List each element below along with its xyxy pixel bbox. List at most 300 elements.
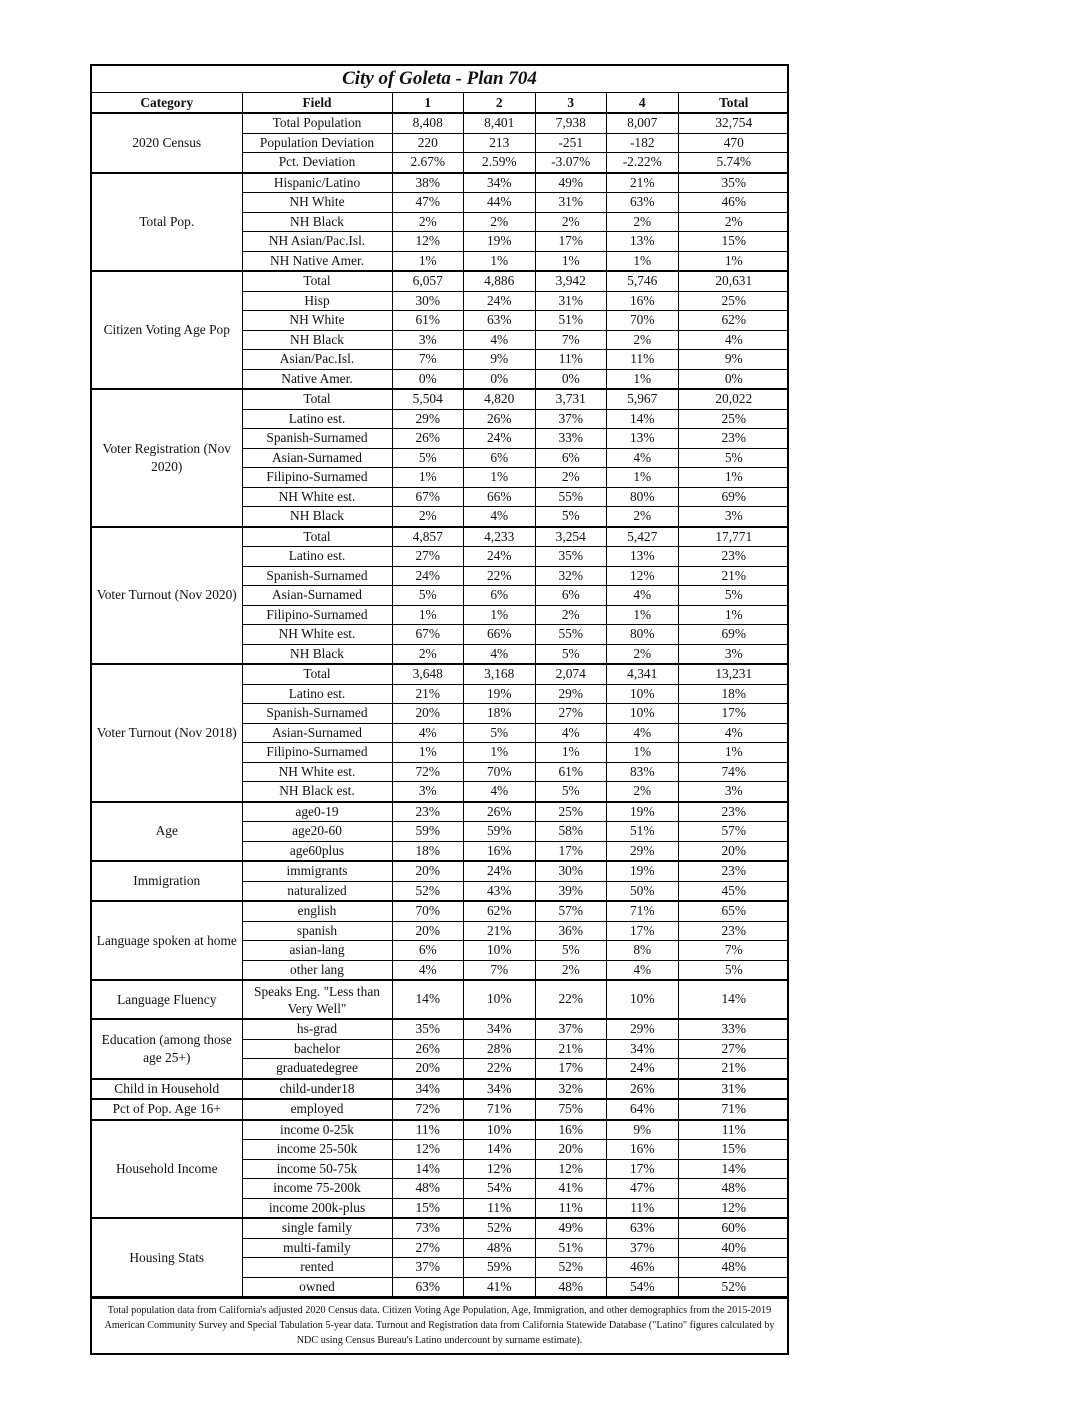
value-cell-total: 33% bbox=[678, 1019, 789, 1039]
value-cell-district-4: 10% bbox=[607, 684, 679, 704]
value-cell-district-1: 15% bbox=[392, 1198, 464, 1218]
field-cell: Latino est. bbox=[242, 684, 392, 704]
table-row bbox=[92, 664, 789, 684]
value-cell-district-3: 51% bbox=[535, 1238, 607, 1258]
field-cell: hs-grad bbox=[242, 1019, 392, 1039]
value-cell-total: 71% bbox=[678, 1099, 789, 1120]
value-cell-district-1: 3,648 bbox=[392, 664, 464, 684]
field-cell: single family bbox=[242, 1218, 392, 1238]
row-group bbox=[92, 173, 789, 272]
value-cell-district-1: 3% bbox=[392, 330, 464, 350]
value-cell-district-1: 20% bbox=[392, 704, 464, 724]
value-cell-district-1: 4,857 bbox=[392, 527, 464, 547]
value-cell-district-3: 7% bbox=[535, 330, 607, 350]
value-cell-district-4: 10% bbox=[607, 980, 679, 1019]
table-title: City of Goleta - Plan 704 bbox=[92, 66, 787, 93]
field-cell: Latino est. bbox=[242, 547, 392, 567]
value-cell-district-2: 24% bbox=[464, 547, 536, 567]
value-cell-district-1: 20% bbox=[392, 861, 464, 881]
value-cell-district-2: 48% bbox=[464, 1238, 536, 1258]
value-cell-district-3: 31% bbox=[535, 291, 607, 311]
category-cell: Language spoken at home bbox=[92, 901, 242, 980]
value-cell-district-2: 26% bbox=[464, 802, 536, 822]
value-cell-district-1: 47% bbox=[392, 193, 464, 213]
value-cell-district-4: 2% bbox=[607, 782, 679, 802]
value-cell-total: 15% bbox=[678, 1140, 789, 1160]
value-cell-total: 2% bbox=[678, 212, 789, 232]
value-cell-total: 25% bbox=[678, 409, 789, 429]
value-cell-total: 69% bbox=[678, 625, 789, 645]
table-row bbox=[92, 1099, 789, 1120]
value-cell-district-3: 49% bbox=[535, 1218, 607, 1238]
value-cell-total: 21% bbox=[678, 1059, 789, 1079]
value-cell-total: 46% bbox=[678, 193, 789, 213]
value-cell-district-2: 1% bbox=[464, 251, 536, 271]
value-cell-district-3: 27% bbox=[535, 704, 607, 724]
value-cell-district-4: 10% bbox=[607, 704, 679, 724]
category-cell: 2020 Census bbox=[92, 113, 242, 173]
value-cell-district-4: 24% bbox=[607, 1059, 679, 1079]
value-cell-total: 52% bbox=[678, 1277, 789, 1297]
value-cell-district-1: 2% bbox=[392, 644, 464, 664]
value-cell-district-3: 51% bbox=[535, 311, 607, 331]
field-cell: immigrants bbox=[242, 861, 392, 881]
value-cell-district-1: 5,504 bbox=[392, 389, 464, 409]
value-cell-district-4: 63% bbox=[607, 193, 679, 213]
value-cell-district-2: 4% bbox=[464, 330, 536, 350]
value-cell-district-1: 20% bbox=[392, 921, 464, 941]
value-cell-district-3: 55% bbox=[535, 625, 607, 645]
field-cell: NH White est. bbox=[242, 762, 392, 782]
value-cell-district-1: 61% bbox=[392, 311, 464, 331]
field-cell: owned bbox=[242, 1277, 392, 1297]
value-cell-district-2: 3,168 bbox=[464, 664, 536, 684]
value-cell-district-2: 4% bbox=[464, 782, 536, 802]
value-cell-district-2: 0% bbox=[464, 369, 536, 389]
value-cell-total: 17% bbox=[678, 704, 789, 724]
value-cell-total: 65% bbox=[678, 901, 789, 921]
value-cell-district-1: 4% bbox=[392, 960, 464, 980]
value-cell-district-3: 31% bbox=[535, 193, 607, 213]
value-cell-district-3: 2% bbox=[535, 212, 607, 232]
value-cell-district-1: 37% bbox=[392, 1258, 464, 1278]
value-cell-district-2: 6% bbox=[464, 448, 536, 468]
row-group bbox=[92, 527, 789, 665]
value-cell-district-3: 6% bbox=[535, 586, 607, 606]
header-district-4: 4 bbox=[607, 93, 679, 113]
category-cell: Language Fluency bbox=[92, 980, 242, 1019]
value-cell-district-2: 1% bbox=[464, 743, 536, 763]
value-cell-district-4: 4% bbox=[607, 960, 679, 980]
value-cell-district-3: 21% bbox=[535, 1039, 607, 1059]
value-cell-district-4: 1% bbox=[607, 251, 679, 271]
field-cell: Total bbox=[242, 527, 392, 547]
field-cell: multi-family bbox=[242, 1238, 392, 1258]
value-cell-district-2: 7% bbox=[464, 960, 536, 980]
value-cell-district-2: 18% bbox=[464, 704, 536, 724]
value-cell-district-2: 16% bbox=[464, 841, 536, 861]
value-cell-district-1: 20% bbox=[392, 1059, 464, 1079]
value-cell-district-2: 26% bbox=[464, 409, 536, 429]
value-cell-district-2: 43% bbox=[464, 881, 536, 901]
value-cell-total: 45% bbox=[678, 881, 789, 901]
value-cell-total: 69% bbox=[678, 487, 789, 507]
field-cell: Spanish-Surnamed bbox=[242, 704, 392, 724]
value-cell-district-3: 55% bbox=[535, 487, 607, 507]
category-cell: Immigration bbox=[92, 861, 242, 901]
value-cell-district-4: 14% bbox=[607, 409, 679, 429]
value-cell-total: 3% bbox=[678, 782, 789, 802]
table-row bbox=[92, 861, 789, 881]
value-cell-district-1: 26% bbox=[392, 429, 464, 449]
table-row bbox=[92, 802, 789, 822]
table-row bbox=[92, 271, 789, 291]
value-cell-district-2: 213 bbox=[464, 133, 536, 153]
field-cell: other lang bbox=[242, 960, 392, 980]
value-cell-total: 1% bbox=[678, 605, 789, 625]
field-cell: Filipino-Surnamed bbox=[242, 468, 392, 488]
value-cell-district-2: 10% bbox=[464, 1120, 536, 1140]
value-cell-district-4: 37% bbox=[607, 1238, 679, 1258]
value-cell-district-2: 63% bbox=[464, 311, 536, 331]
field-cell: Native Amer. bbox=[242, 369, 392, 389]
value-cell-district-1: 2% bbox=[392, 507, 464, 527]
value-cell-district-2: 24% bbox=[464, 861, 536, 881]
value-cell-district-4: 1% bbox=[607, 605, 679, 625]
value-cell-district-4: 8% bbox=[607, 941, 679, 961]
value-cell-district-4: 51% bbox=[607, 822, 679, 842]
value-cell-district-1: 30% bbox=[392, 291, 464, 311]
field-cell: employed bbox=[242, 1099, 392, 1120]
value-cell-district-3: 16% bbox=[535, 1120, 607, 1140]
value-cell-total: 470 bbox=[678, 133, 789, 153]
value-cell-district-1: 27% bbox=[392, 547, 464, 567]
value-cell-district-3: 17% bbox=[535, 232, 607, 252]
value-cell-total: 11% bbox=[678, 1120, 789, 1140]
row-group bbox=[92, 980, 789, 1019]
value-cell-total: 3% bbox=[678, 507, 789, 527]
value-cell-district-3: 35% bbox=[535, 547, 607, 567]
value-cell-district-3: 2% bbox=[535, 468, 607, 488]
field-cell: Filipino-Surnamed bbox=[242, 605, 392, 625]
value-cell-district-4: 34% bbox=[607, 1039, 679, 1059]
field-cell: Total bbox=[242, 664, 392, 684]
value-cell-district-3: 37% bbox=[535, 1019, 607, 1039]
value-cell-district-1: 1% bbox=[392, 468, 464, 488]
value-cell-district-3: 0% bbox=[535, 369, 607, 389]
value-cell-district-1: 24% bbox=[392, 566, 464, 586]
category-cell: Housing Stats bbox=[92, 1218, 242, 1297]
field-cell: Asian-Surnamed bbox=[242, 586, 392, 606]
value-cell-district-1: 38% bbox=[392, 173, 464, 193]
value-cell-district-3: 30% bbox=[535, 861, 607, 881]
value-cell-total: 48% bbox=[678, 1258, 789, 1278]
value-cell-district-2: 52% bbox=[464, 1218, 536, 1238]
value-cell-district-2: 34% bbox=[464, 1079, 536, 1100]
data-sheet bbox=[90, 64, 789, 1355]
value-cell-district-4: 5,427 bbox=[607, 527, 679, 547]
field-cell: Filipino-Surnamed bbox=[242, 743, 392, 763]
field-cell: Spanish-Surnamed bbox=[242, 429, 392, 449]
table-row bbox=[92, 901, 789, 921]
value-cell-district-3: 20% bbox=[535, 1140, 607, 1160]
field-cell: Latino est. bbox=[242, 409, 392, 429]
value-cell-district-2: 70% bbox=[464, 762, 536, 782]
value-cell-total: 3% bbox=[678, 644, 789, 664]
value-cell-district-3: 3,254 bbox=[535, 527, 607, 547]
value-cell-district-4: 16% bbox=[607, 1140, 679, 1160]
row-group bbox=[92, 802, 789, 862]
value-cell-district-3: 22% bbox=[535, 980, 607, 1019]
value-cell-district-3: 2% bbox=[535, 960, 607, 980]
row-group bbox=[92, 389, 789, 527]
value-cell-district-1: 67% bbox=[392, 625, 464, 645]
value-cell-district-3: 3,942 bbox=[535, 271, 607, 291]
value-cell-district-4: 1% bbox=[607, 468, 679, 488]
value-cell-district-4: 50% bbox=[607, 881, 679, 901]
value-cell-district-2: 21% bbox=[464, 921, 536, 941]
value-cell-district-1: 3% bbox=[392, 782, 464, 802]
value-cell-district-2: 6% bbox=[464, 586, 536, 606]
value-cell-district-1: 63% bbox=[392, 1277, 464, 1297]
field-cell: Hisp bbox=[242, 291, 392, 311]
value-cell-district-4: 11% bbox=[607, 350, 679, 370]
table-row bbox=[92, 1079, 789, 1100]
value-cell-district-2: 22% bbox=[464, 566, 536, 586]
header-category: Category bbox=[92, 93, 242, 113]
field-cell: NH Native Amer. bbox=[242, 251, 392, 271]
value-cell-district-2: 59% bbox=[464, 822, 536, 842]
category-cell: Education (among those age 25+) bbox=[92, 1019, 242, 1079]
value-cell-district-1: 27% bbox=[392, 1238, 464, 1258]
value-cell-district-2: 4,233 bbox=[464, 527, 536, 547]
field-cell: naturalized bbox=[242, 881, 392, 901]
category-cell: Voter Registration (Nov 2020) bbox=[92, 389, 242, 527]
value-cell-district-3: 36% bbox=[535, 921, 607, 941]
value-cell-total: 25% bbox=[678, 291, 789, 311]
value-cell-district-1: 23% bbox=[392, 802, 464, 822]
value-cell-district-2: 4,820 bbox=[464, 389, 536, 409]
value-cell-district-3: 5% bbox=[535, 507, 607, 527]
field-cell: income 25-50k bbox=[242, 1140, 392, 1160]
value-cell-total: 5% bbox=[678, 448, 789, 468]
value-cell-district-2: 54% bbox=[464, 1179, 536, 1199]
value-cell-district-4: 16% bbox=[607, 291, 679, 311]
field-cell: NH White est. bbox=[242, 487, 392, 507]
value-cell-district-2: 66% bbox=[464, 625, 536, 645]
value-cell-district-3: 57% bbox=[535, 901, 607, 921]
value-cell-district-1: 6,057 bbox=[392, 271, 464, 291]
value-cell-district-4: 2% bbox=[607, 644, 679, 664]
value-cell-district-3: 58% bbox=[535, 822, 607, 842]
value-cell-district-4: 4% bbox=[607, 586, 679, 606]
value-cell-total: 0% bbox=[678, 369, 789, 389]
value-cell-district-3: 61% bbox=[535, 762, 607, 782]
row-group bbox=[92, 1218, 789, 1297]
value-cell-district-2: 62% bbox=[464, 901, 536, 921]
value-cell-district-1: 5% bbox=[392, 586, 464, 606]
value-cell-total: 40% bbox=[678, 1238, 789, 1258]
value-cell-district-2: 66% bbox=[464, 487, 536, 507]
demographics-table bbox=[92, 93, 789, 1297]
field-cell: Population Deviation bbox=[242, 133, 392, 153]
value-cell-district-3: 11% bbox=[535, 1198, 607, 1218]
value-cell-district-1: 35% bbox=[392, 1019, 464, 1039]
value-cell-district-3: 1% bbox=[535, 743, 607, 763]
value-cell-district-1: 4% bbox=[392, 723, 464, 743]
value-cell-total: 4% bbox=[678, 723, 789, 743]
table-row bbox=[92, 1218, 789, 1238]
value-cell-district-4: 21% bbox=[607, 173, 679, 193]
value-cell-district-2: 12% bbox=[464, 1159, 536, 1179]
value-cell-total: 1% bbox=[678, 251, 789, 271]
value-cell-district-4: 70% bbox=[607, 311, 679, 331]
value-cell-district-2: 71% bbox=[464, 1099, 536, 1120]
value-cell-district-2: 41% bbox=[464, 1277, 536, 1297]
value-cell-total: 23% bbox=[678, 921, 789, 941]
field-cell: Total Population bbox=[242, 113, 392, 133]
value-cell-district-4: 4,341 bbox=[607, 664, 679, 684]
table-row bbox=[92, 1120, 789, 1140]
value-cell-district-2: 22% bbox=[464, 1059, 536, 1079]
value-cell-total: 20,631 bbox=[678, 271, 789, 291]
value-cell-district-2: 10% bbox=[464, 941, 536, 961]
field-cell: NH White bbox=[242, 193, 392, 213]
value-cell-total: 35% bbox=[678, 173, 789, 193]
field-cell: Pct. Deviation bbox=[242, 153, 392, 173]
value-cell-district-1: 11% bbox=[392, 1120, 464, 1140]
value-cell-district-4: 5,967 bbox=[607, 389, 679, 409]
value-cell-district-2: 4,886 bbox=[464, 271, 536, 291]
value-cell-district-3: 17% bbox=[535, 841, 607, 861]
field-cell: age20-60 bbox=[242, 822, 392, 842]
table-row bbox=[92, 113, 789, 133]
value-cell-district-2: 9% bbox=[464, 350, 536, 370]
field-cell: child-under18 bbox=[242, 1079, 392, 1100]
value-cell-district-1: 2% bbox=[392, 212, 464, 232]
value-cell-district-1: 1% bbox=[392, 251, 464, 271]
value-cell-district-2: 1% bbox=[464, 605, 536, 625]
value-cell-district-3: 2,074 bbox=[535, 664, 607, 684]
value-cell-district-4: 71% bbox=[607, 901, 679, 921]
field-cell: income 200k-plus bbox=[242, 1198, 392, 1218]
value-cell-district-2: 34% bbox=[464, 1019, 536, 1039]
value-cell-total: 20% bbox=[678, 841, 789, 861]
header-row bbox=[92, 93, 789, 113]
row-group bbox=[92, 664, 789, 802]
value-cell-district-4: 2% bbox=[607, 330, 679, 350]
value-cell-district-3: 17% bbox=[535, 1059, 607, 1079]
category-cell: Citizen Voting Age Pop bbox=[92, 271, 242, 389]
value-cell-total: 4% bbox=[678, 330, 789, 350]
value-cell-district-1: 72% bbox=[392, 762, 464, 782]
value-cell-district-4: 54% bbox=[607, 1277, 679, 1297]
row-group bbox=[92, 1079, 789, 1100]
value-cell-district-1: 5% bbox=[392, 448, 464, 468]
value-cell-total: 14% bbox=[678, 980, 789, 1019]
value-cell-district-4: 64% bbox=[607, 1099, 679, 1120]
value-cell-district-1: 1% bbox=[392, 605, 464, 625]
value-cell-total: 5% bbox=[678, 960, 789, 980]
category-cell: Pct of Pop. Age 16+ bbox=[92, 1099, 242, 1120]
value-cell-district-1: 12% bbox=[392, 232, 464, 252]
value-cell-district-3: 11% bbox=[535, 350, 607, 370]
value-cell-district-2: 59% bbox=[464, 1258, 536, 1278]
value-cell-district-2: 5% bbox=[464, 723, 536, 743]
value-cell-district-1: 14% bbox=[392, 1159, 464, 1179]
value-cell-total: 7% bbox=[678, 941, 789, 961]
value-cell-total: 9% bbox=[678, 350, 789, 370]
value-cell-district-4: 2% bbox=[607, 507, 679, 527]
value-cell-district-2: 14% bbox=[464, 1140, 536, 1160]
value-cell-district-4: 13% bbox=[607, 429, 679, 449]
category-cell: Voter Turnout (Nov 2020) bbox=[92, 527, 242, 665]
footnote: Total population data from California's adjusted 2020 Census data. Citizen Voting Age Population, Age, Immigration, and other demographics from the 2015-2019 American Community Survey and Special Tabulation 5-year data. Turnout and Registration data from California Statewide Database ("Latino" figures calculated by NDC using Census Bureau's Latino undercount by surname estimate). bbox=[92, 1297, 787, 1353]
value-cell-total: 5% bbox=[678, 586, 789, 606]
row-group bbox=[92, 901, 789, 980]
field-cell: NH Black est. bbox=[242, 782, 392, 802]
field-cell: income 75-200k bbox=[242, 1179, 392, 1199]
value-cell-district-4: 29% bbox=[607, 841, 679, 861]
value-cell-total: 15% bbox=[678, 232, 789, 252]
value-cell-district-3: 5% bbox=[535, 941, 607, 961]
field-cell: NH Black bbox=[242, 507, 392, 527]
value-cell-district-3: 12% bbox=[535, 1159, 607, 1179]
value-cell-district-2: 8,401 bbox=[464, 113, 536, 133]
value-cell-district-4: 19% bbox=[607, 802, 679, 822]
value-cell-district-4: 1% bbox=[607, 743, 679, 763]
field-cell: graduatedegree bbox=[242, 1059, 392, 1079]
value-cell-district-3: 75% bbox=[535, 1099, 607, 1120]
table-row bbox=[92, 980, 789, 1019]
value-cell-district-4: 9% bbox=[607, 1120, 679, 1140]
value-cell-district-4: 83% bbox=[607, 762, 679, 782]
value-cell-district-3: 3,731 bbox=[535, 389, 607, 409]
field-cell: NH White est. bbox=[242, 625, 392, 645]
value-cell-total: 48% bbox=[678, 1179, 789, 1199]
value-cell-district-1: 7% bbox=[392, 350, 464, 370]
value-cell-district-1: 67% bbox=[392, 487, 464, 507]
field-cell: NH Asian/Pac.Isl. bbox=[242, 232, 392, 252]
value-cell-district-4: 11% bbox=[607, 1198, 679, 1218]
value-cell-total: 60% bbox=[678, 1218, 789, 1238]
value-cell-district-3: 41% bbox=[535, 1179, 607, 1199]
value-cell-total: 27% bbox=[678, 1039, 789, 1059]
value-cell-district-3: 1% bbox=[535, 251, 607, 271]
value-cell-total: 23% bbox=[678, 861, 789, 881]
value-cell-district-4: -2.22% bbox=[607, 153, 679, 173]
value-cell-district-1: 34% bbox=[392, 1079, 464, 1100]
value-cell-total: 62% bbox=[678, 311, 789, 331]
value-cell-total: 14% bbox=[678, 1159, 789, 1179]
value-cell-district-2: 4% bbox=[464, 644, 536, 664]
header-total: Total bbox=[678, 93, 789, 113]
value-cell-total: 17,771 bbox=[678, 527, 789, 547]
field-cell: Asian-Surnamed bbox=[242, 448, 392, 468]
value-cell-district-2: 24% bbox=[464, 429, 536, 449]
value-cell-district-1: 21% bbox=[392, 684, 464, 704]
value-cell-district-3: 32% bbox=[535, 1079, 607, 1100]
value-cell-district-2: 11% bbox=[464, 1198, 536, 1218]
value-cell-total: 18% bbox=[678, 684, 789, 704]
value-cell-district-3: 37% bbox=[535, 409, 607, 429]
field-cell: Asian-Surnamed bbox=[242, 723, 392, 743]
field-cell: Spanish-Surnamed bbox=[242, 566, 392, 586]
value-cell-district-4: 1% bbox=[607, 369, 679, 389]
value-cell-district-3: 2% bbox=[535, 605, 607, 625]
value-cell-district-1: 2.67% bbox=[392, 153, 464, 173]
field-cell: spanish bbox=[242, 921, 392, 941]
